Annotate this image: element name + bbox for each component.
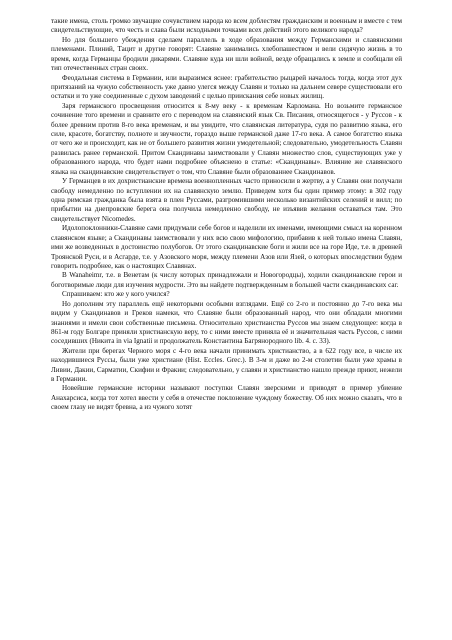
paragraph-9: Но дополним эту параллель ещё некоторыми особыми взглядами. Ещё со 2-го и постоянно до 7-го века мы видим у Скандинавов и Греков намеки, что Славяне были образованный народ, что они обладали многими знаниями и имели свои собственные письмена. Относительно христианства Руссов мы знаем следующее: когда в 861-м году Болгаре приняли христианскую веру, то с ними вместе приняла её и значительная часть Руссов, с ними соседивших (Никита in via Ignatii и продолжатель Константина Багрянородного lib. 4. c. 33). [51, 299, 402, 346]
paragraph-10: Жители при берегах Черного моря с 4-го века начали принимать христианство, а в 622 году все, в числе их находившиеся Руссы, были уже христиане (Hist. Eccles. Grec.). В 3-м и даже во 2-м столетии были уже храмы в Ливии, Дакии, Сарматии, Скифии и Фракии; следовательно, у славян и христианство нашло прежде приют, нежели в Германии. [51, 346, 402, 384]
paragraph-4: Заря германского просвещения относится к 8-му веку - к временам Карломана. Но возьмите германское сочинение того времени и сравните его с переводом на славянский язык Св. Писания, относящегося - у Руссов - к более древним против 8-го века временам, и вы увидите, что славянская литература, судя по развитию языка, его силе, красоте, богатству, полноте и звучности, гораздо выше германской даже 17-го века. А самое богатство языка от чего же и происходит, как не от большего развития жизни умодетельной; следовательно, умодетельность Славян развилась ранее германской. Притом Скандинавы заимствовали у Славян множество слов, существующих уже у образованного народа, что будет нами подробнее объяснено в статье: «Скандинавы». Влияние же славянского языка на скандинавские свидетельствует о том, что Славяне были образованнее Скандинавов. [51, 101, 402, 176]
paragraph-11: Новейшие германские историки называют поступки Славян зверскими и приводят в пример убиение Анахарсиса, когда тот хотел ввести у себя в отечестве поклонение чуждому божеству. Об них можно сказать, что в своем глазу не видят бревна, а из чужого хотят [51, 384, 402, 412]
paragraph-8: Спрашиваем: кто же у кого учился? [62, 290, 170, 299]
paragraph-7: В Wanaheimr, т.е. в Венетам (к числу которых принадлежали и Новогородцы), ходили скандинавские герои и боготворимые люди для изучения мудрости. Это вы найдете подтвержденным в большей части скандинавских саг. [51, 271, 402, 289]
document-page [51, 17, 402, 629]
paragraph-5: У Германцев в их дохристианские времена военнопленных часто приносили в жертву, а у Славян они получали свободу немедленно по вступлении их на славянскую землю. Приведем хотя бы один пример этому: в 302 году одна римская гражданка была взята в плен Руссами, разгромившими несколько византийских селений и вилл; по прибытии на днепровские берега она получила немедленно свободу, не изъявив желания оставаться там. Это свидетельствует Nicomedes. [51, 177, 402, 223]
paragraph-2: Но для большего убеждения сделаем параллель в ходе образования между Германскими и славянскими племенами. Плиний, Тацит и другие говорят: Славяне занимались хлебопашеством и вели сидячую жизнь в то время, когда Германцы бродили дикарями. Славяне куда ни шли войной, везде обращались к земле и сообщали ей тип отечественных стран своих. [51, 35, 402, 73]
paragraph-3: Феодальная система в Германии, или выразимся яснее: грабительство рыцарей началось тогда, когда этот дух притязаний на чужую собственность уже давно улегся между Славян и только на дальнем севере существовали его остатки и то уже соединенные с духом заводений с целью приискания себе новых жилищ. [51, 73, 402, 101]
paragraph-1: такие имена, столь громко звучащие сочувствием народа ко всем доблестям гражданским и военным и вместе с тем свидетельствующие, что честь и слава были исходными точками всех действий этого великого народа? [51, 17, 402, 35]
paragraph-6: Идолопоклонники-Славяне сами придумали себе богов и наделили их именами, имеющими смысл на коренном славянском языке; а Скандинавы заимствовали у них всю свою мифологию, прибавив к ней только имена Славян, ими же возведенных в достоинство полубогов. От этого скандинавские боги и жили все на горе Иде, т.е. в древней Троянской Руси, и в Асгарде, т.е. у Азовского моря, между племени Азов или Язей, о которых впоследствии будем говорить подробнее, как о настоящих Славянах. [51, 224, 402, 270]
